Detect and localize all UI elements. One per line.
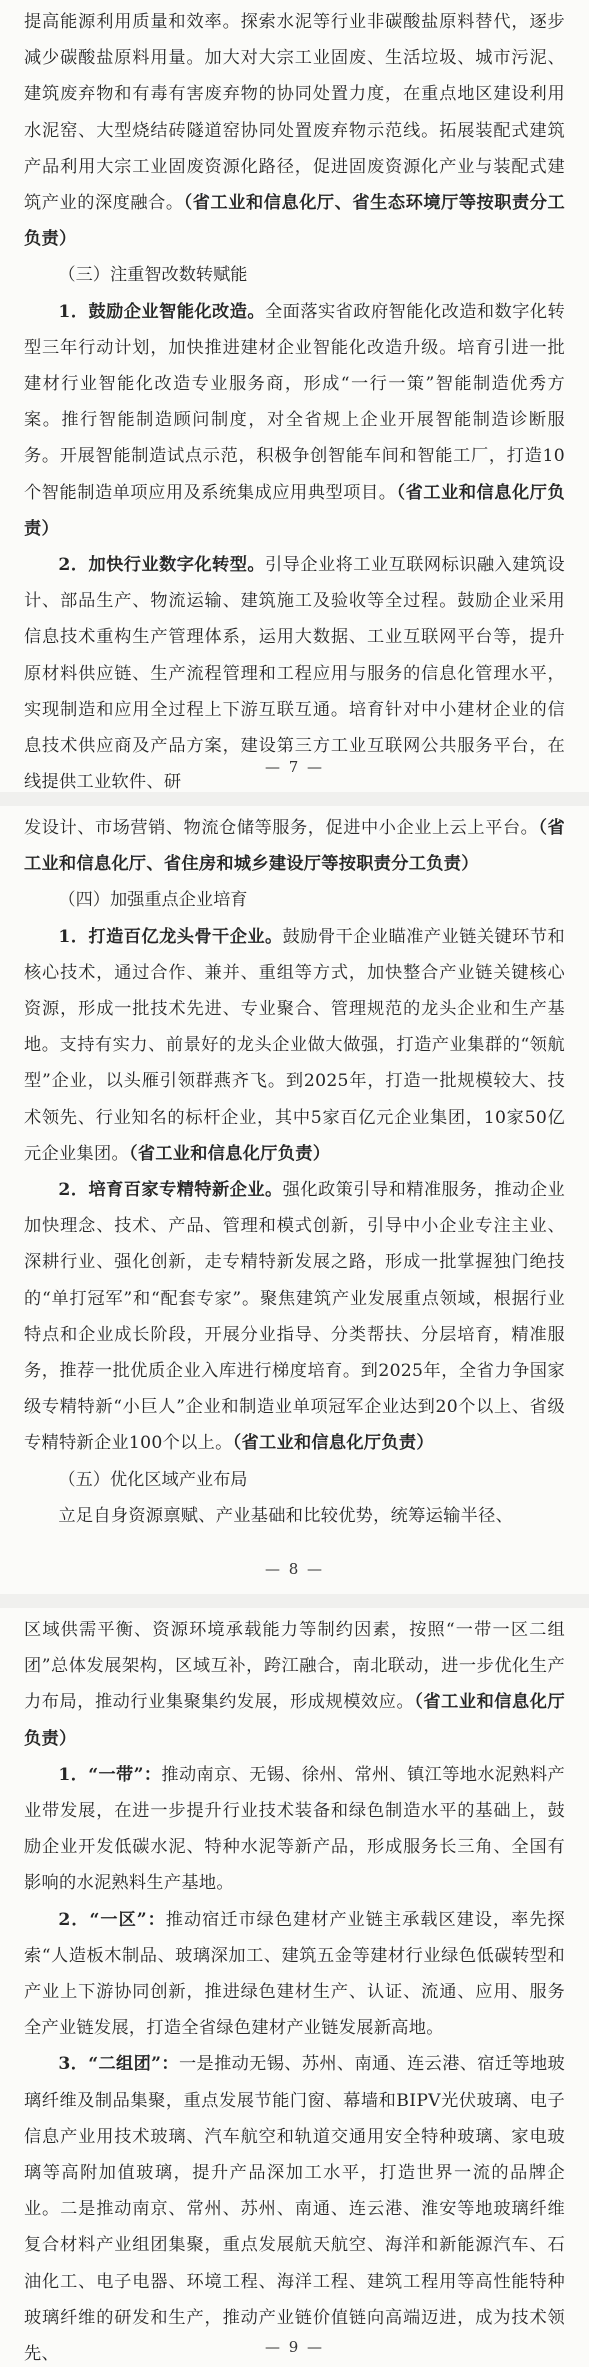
list-item: 2．加快行业数字化转型。引导企业将工业互联网标识融入建筑设计、部品生产、物流运输、建筑施工及验收等全过程。鼓励企业采用信息技术重构生产管理体系，运用大数据、工业互联网平台等，提升原材料供应链、生产流程管理和工程应用与服务的信息化管理水平，实现制造和应用全过程上下游互联互通。培育针对中小建材企业的信息技术供应商及产品方案，建设第三方工业互联网公共服务平台，在线提供工业软件、研 bbox=[24, 555, 565, 793]
list-item: 1．打造百亿龙头骨干企业。鼓励骨干企业瞄准产业链关键环节和核心技术，通过合作、兼并、重组等方式，加快整合产业链关键核心资源，形成一批技术先进、专业聚合、管理规范的龙头企业和生产基地。支持有实力、前景好的龙头企业做大做强，打造产业集群的“领航型”企业，以头雁引领群燕齐飞。到2025年，打造一批规模较大、技术领先、行业知名的标杆企业，其中5家百亿元企业集团，10家50亿元企业集团。（省工业和信息化厅负责） bbox=[24, 926, 565, 1164]
item-title: 1．鼓励企业智能化改造。 bbox=[58, 301, 266, 322]
responsibility-note: （省工业和信息化厅、省生态环境厅等按职责分工负责） bbox=[24, 193, 565, 250]
list-item: 2．培育百家专精特新企业。强化政策引导和精准服务，推动企业加快理念、技术、产品、管理和模式创新，引导中小企业专注主业、深耕行业、强化创新，走专精特新发展之路，形成一批掌握独门绝技的“单打冠军”和“配套专家”。聚焦建筑产业发展重点领域，根据行业特点和企业成长阶段，开展分业指导、分类帮扶、分层培育，精准服务，推荐一批优质企业入库进行梯度培育。到2025年，全省力争国家级专精特新“小巨人”企业和制造业单项冠军企业达到20个以上、省级专精特新企业100个以上。（省工业和信息化厅负责） bbox=[24, 1180, 565, 1454]
body-paragraph: 立足自身资源禀赋、产业基础和比较优势，统筹运输半径、 bbox=[58, 1505, 514, 1526]
item-title: 3．“二组团”： bbox=[58, 2054, 179, 2075]
list-item: 1．“一带”：推动南京、无锡、徐州、常州、镇江等地水泥熟料产业带发展，在进一步提升行业技术装备和绿色制造水平的基础上，鼓励企业开发低碳水泥、特种水泥等新产品，形成服务长三角、全国有影响的水泥熟料生产基地。 bbox=[24, 1764, 565, 1894]
body-paragraph: 发设计、市场营销、物流仓储等服务，促进中小企业上云上平台。（省工业和信息化厅、省住房和城乡建设厅等按职责分工负责） bbox=[24, 818, 565, 875]
body-paragraph: 区域供需平衡、资源环境承载能力等制约因素，按照“一带一区二组团”总体发展架构，区域互补，跨江融合，南北联动，进一步优化生产力布局，推动行业集聚集约发展，形成规模效应。（省工业和信息化厅负责） bbox=[24, 1620, 565, 1749]
item-title: 2．加快行业数字化转型。 bbox=[58, 555, 266, 576]
item-title: 1．打造百亿龙头骨干企业。 bbox=[58, 926, 283, 947]
document-page-9 bbox=[0, 1608, 589, 2367]
section-heading: （三）注重智改数转赋能 bbox=[58, 265, 248, 286]
item-title: 2．培育百家专精特新企业。 bbox=[58, 1180, 283, 1201]
responsibility-note: （省工业和信息化厅负责） bbox=[24, 482, 565, 539]
list-item: 3．“二组团”：一是推动无锡、苏州、南通、连云港、宿迁等地玻璃纤维及制品集聚，重点发展节能门窗、幕墙和BIPV光伏玻璃、电子信息产业用技术玻璃、汽车航空和轨道交通用安全特种玻璃、家电玻璃等高附加值玻璃，提升产品深加工水平，打造世界一流的品牌企业。二是推动南京、常州、苏州、南通、连云港、淮安等地玻璃纤维复合材料产业组团集聚，重点发展航天航空、海洋和新能源汽车、石油化工、电子电器、环境工程、海洋工程、建筑工程用等高性能特种玻璃纤维的研发和生产，推动产业链价值链向高端迈进，成为技术领先、 bbox=[24, 2054, 565, 2365]
document-page-7 bbox=[0, 0, 589, 792]
responsibility-note: （省工业和信息化厅负责） bbox=[24, 1692, 565, 1749]
responsibility-note: （省工业和信息化厅负责） bbox=[232, 1433, 434, 1454]
list-item: 1．鼓励企业智能化改造。全面落实省政府智能化改造和数字化转型三年行动计划，加快推进建材企业智能化改造升级。培育引进一批建材行业智能化改造专业服务商，形成“一行一策”智能制造优秀方案。推行智能制造顾问制度，对全省规上企业开展智能制造诊断服务。开展智能制造试点示范，积极争创智能车间和智能工厂，打造10个智能制造单项应用及系统集成应用典型项目。（省工业和信息化厅负责） bbox=[24, 301, 565, 539]
section-heading: （五）优化区域产业布局 bbox=[58, 1469, 248, 1490]
responsibility-note: （省工业和信息化厅负责） bbox=[128, 1143, 331, 1164]
responsibility-note: （省工业和信息化厅、省住房和城乡建设厅等按职责分工负责） bbox=[24, 818, 565, 875]
page-number: — 7 — bbox=[264, 758, 325, 776]
body-paragraph: 提高能源利用质量和效率。探索水泥等行业非碳酸盐原料替代，逐步减少碳酸盐原料用量。加大对大宗工业固废、生活垃圾、城市污泥、建筑废弃物和有毒有害废弃物的协同处置力度，在重点地区建设利用水泥窑、大型烧结砖隧道窑协同处置废弃物示范线。拓展装配式建筑产品利用大宗工业固废资源化路径，促进固废资源化产业与装配式建筑产业的深度融合。（省工业和信息化厅、省生态环境厅等按职责分工负责） bbox=[24, 12, 565, 250]
section-heading: （四）加强重点企业培育 bbox=[58, 890, 248, 911]
item-title: 2．“一区”： bbox=[58, 1909, 166, 1930]
page-number: — 8 — bbox=[264, 1560, 325, 1578]
page-gap bbox=[0, 792, 589, 806]
item-title: 1．“一带”： bbox=[58, 1764, 162, 1785]
page-gap bbox=[0, 1594, 589, 1608]
page-number: — 9 — bbox=[264, 2338, 325, 2356]
list-item: 2．“一区”：推动宿迁市绿色建材产业链主承载区建设，率先探索“人造板木制品、玻璃深加工、建筑五金等建材行业绿色低碳转型和产业上下游协同创新，推进绿色建材生产、认证、流通、应用、服务全产业链发展，打造全省绿色建材产业链发展新高地。 bbox=[24, 1909, 565, 2039]
document-page-8 bbox=[0, 806, 589, 1594]
